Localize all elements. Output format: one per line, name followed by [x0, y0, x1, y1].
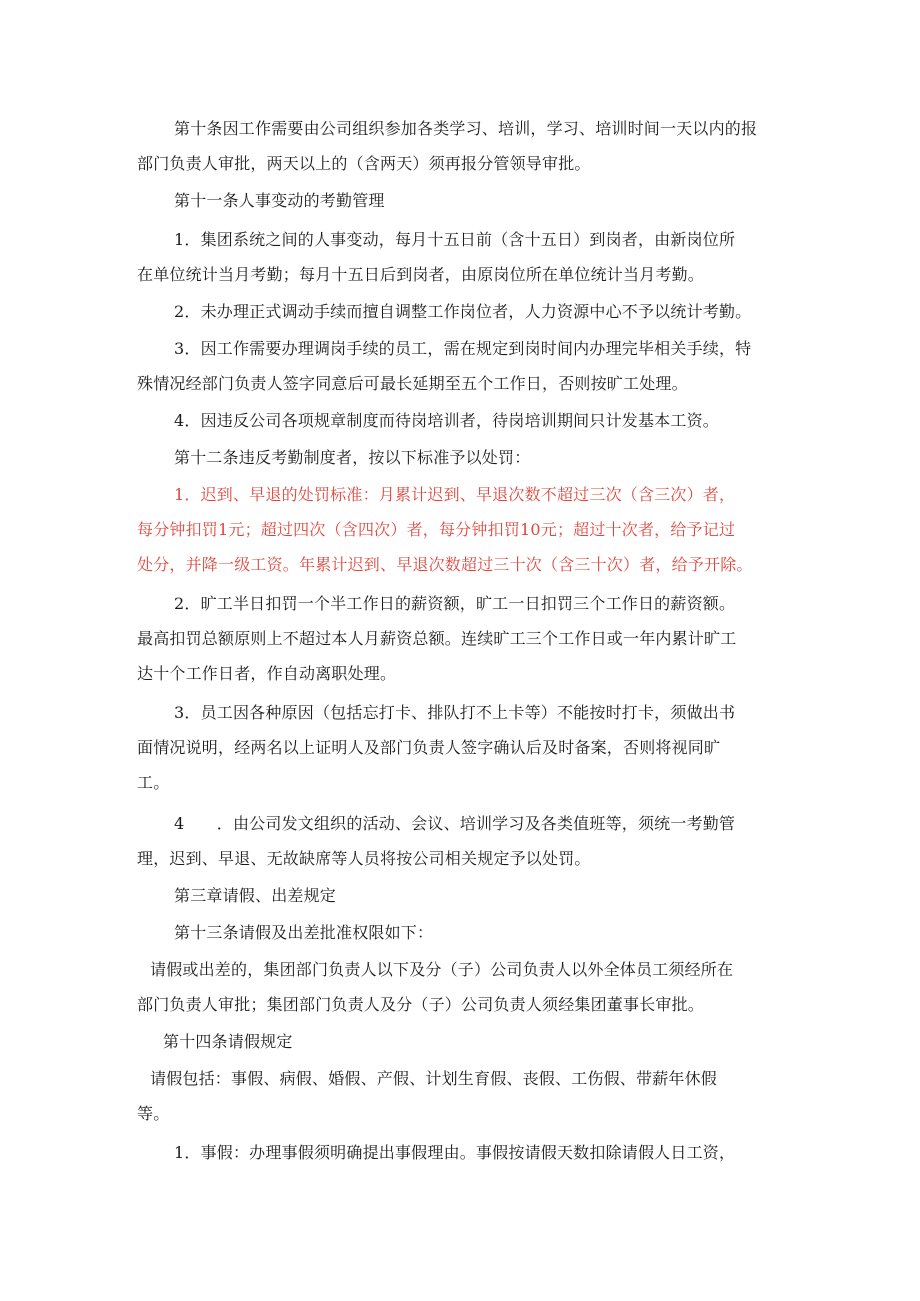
section-heading: 第十四条请假规定 — [163, 1032, 293, 1051]
text-line: 3．员工因各种原因（包括忘打卡、排队打不上卡等）不能按时打卡，须做出书 — [174, 703, 736, 722]
text-line: 4．因违反公司各项规章制度而待岗培训者，待岗培训期间只计发基本工资。 — [174, 411, 719, 430]
text-line: 4 ．由公司发文组织的活动、会议、培训学习及各类值班等，须统一考勤管 — [174, 814, 736, 833]
text-line: 工。 — [137, 773, 170, 792]
text-line: 请假或出差的，集团部门负责人以下及分（子）公司负责人以外全体员工须经所在 — [150, 960, 734, 979]
section-heading: 第十三条请假及出差批准权限如下： — [174, 923, 434, 942]
text-line: 部门负责人审批，两天以上的（含两天）须再报分管领导审批。 — [137, 154, 591, 173]
text-line: 2．未办理正式调动手续而擅自调整工作岗位者，人力资源中心不予以统计考勤。 — [174, 302, 752, 321]
text-line: 第十条因工作需要由公司组织参加各类学习、培训，学习、培训时间一天以内的报 — [174, 119, 758, 138]
text-line: 2．旷工半日扣罚一个半工作日的薪资额，旷工一日扣罚三个工作日的薪资额。 — [174, 594, 736, 613]
section-heading: 第十二条违反考勤制度者，按以下标准予以处罚： — [174, 448, 531, 467]
highlighted-text-line: 处分，并降一级工资。年累计迟到、早退次数超过三十次（含三十次）者，给予开除。 — [137, 555, 753, 574]
text-line: 在单位统计当月考勤；每月十五日后到岗者，由原岗位所在单位统计当月考勤。 — [137, 265, 705, 284]
text-line: 殊情况经部门负责人签字同意后可最长延期至五个工作日，否则按旷工处理。 — [137, 374, 688, 393]
text-line: 等。 — [137, 1104, 170, 1123]
text-line: 理，迟到、早退、无故缺席等人员将按公司相关规定予以处罚。 — [137, 849, 591, 868]
highlighted-text-line: 1．迟到、早退的处罚标准：月累计迟到、早退次数不超过三次（含三次）者， — [174, 485, 736, 504]
text-line: 最高扣罚总额原则上不超过本人月薪资总额。连续旷工三个工作日或一年内累计旷工 — [137, 629, 737, 648]
text-line: 面情况说明，经两名以上证明人及部门负责人签字确认后及时备案，否则将视同旷 — [137, 738, 721, 757]
text-line: 达十个工作日者，作自动离职处理。 — [137, 664, 397, 683]
highlighted-text-line: 每分钟扣罚1元；超过四次（含四次）者，每分钟扣罚10元；超过十次者，给予记过 — [137, 520, 736, 539]
text-line: 部门负责人审批；集团部门负责人及分（子）公司负责人须经集团董事长审批。 — [137, 995, 705, 1014]
section-heading: 第十一条人事变动的考勤管理 — [174, 191, 385, 210]
text-line: 1．集团系统之间的人事变动，每月十五日前（含十五日）到岗者，由新岗位所 — [174, 230, 736, 249]
text-line: 1．事假：办理事假须明确提出事假理由。事假按请假天数扣除请假人日工资， — [174, 1143, 736, 1162]
chapter-heading: 第三章请假、出差规定 — [174, 886, 337, 905]
text-line: 3．因工作需要办理调岗手续的员工，需在规定到岗时间内办理完毕相关手续，特 — [174, 339, 752, 358]
text-line: 请假包括：事假、病假、婚假、产假、计划生育假、丧假、工伤假、带薪年休假 — [150, 1069, 718, 1088]
